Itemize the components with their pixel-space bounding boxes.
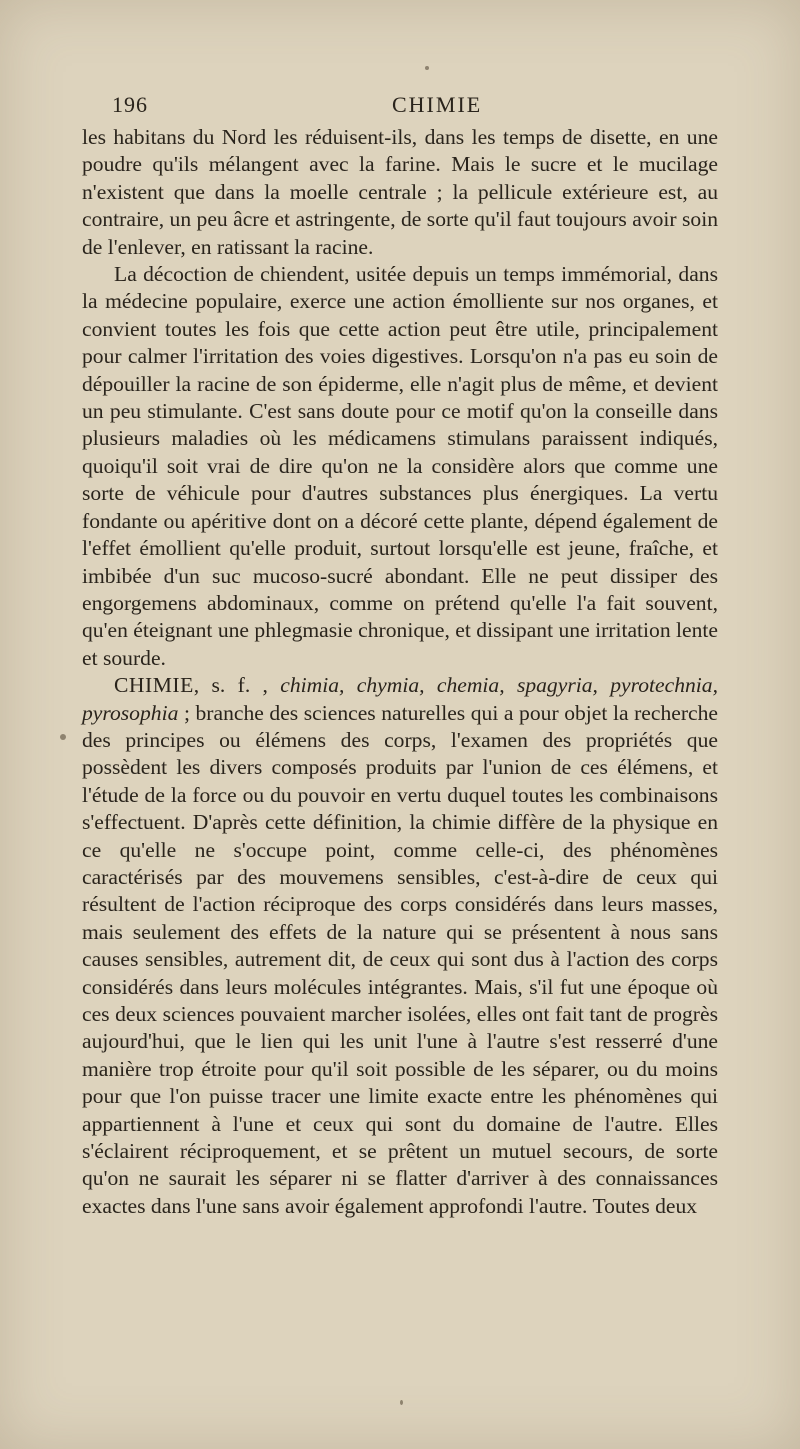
- paper-speck: [400, 1400, 403, 1405]
- entry-grammar: , s. f. ,: [193, 673, 281, 698]
- running-head: CHIMIE: [392, 92, 483, 117]
- page-number: 196: [112, 92, 148, 117]
- paper-speck: [60, 734, 66, 740]
- paragraph-continuation: les habitans du Nord les réduisent-ils, dans les temps de disette, en une poudre qu'ils mélangent avec la farine. Mais le sucre et le mucilage n'existent que dans la moelle centrale ; la pellicule extérieure est, au contraire, un peu âcre et astringente, de sorte qu'il faut toujours avoir soin de l'enlever, en ratissant la racine.: [82, 125, 718, 259]
- entry-headword: CHIMIE: [114, 673, 194, 698]
- entry-variants: chimia, chymia, chemia, spagyria, pyrotechnia, pyrosophia: [82, 673, 718, 725]
- paper-speck: [425, 66, 429, 70]
- body-text: [82, 124, 718, 1220]
- entry-definition: ; branche des sciences naturelles qui a pour objet la recherche des principes ou élémens des corps, l'examen des propriétés que possèdent les divers composés produits par l'union de ces élémens, et l'étude de la force ou du pouvoir en vertu duquel toutes les combinaisons s'effectuent. D'après cette définition, la chimie diffère de la physique en ce qu'elle ne s'occupe point, comme celle-ci, des phénomènes caractérisés par des mouvemens sensibles, c'est-à-dire de ceux qui résultent de l'action réciproque des corps considérés dans leurs masses, mais seulement des effets de la nature qui se présentent à nous sans causes sensibles, autrement dit, de ceux qui sont dus à l'action des corps considérés dans leurs molécules intégrantes. Mais, s'il fut une époque où ces deux sciences pouvaient marcher isolées, elles ont fait tant de progrès aujourd'hui, que le lien qui les unit l'une à l'autre s'est resserré d'une manière trop étroite pour qu'il soit possible de les séparer, ou du moins pour que l'on puisse tracer une limite exacte entre les phénomènes qui appartiennent à l'une et ceux qui sont du domaine de l'autre. Elles s'éclairent réciproquement, et se prêtent un mutuel secours, de sorte qu'on ne saurait les séparer ni se flatter d'arriver à des connaissances exactes dans l'une sans avoir également approfondi l'autre. Toutes deux: [82, 700, 718, 1218]
- page-header: [112, 92, 732, 126]
- paragraph-chiendent: La décoction de chiendent, usitée depuis un temps immémorial, dans la médecine populaire, exerce une action émolliente sur nos organes, et convient toutes les fois que cette action peut être utile, principalement pour calmer l'irritation des voies digestives. Lorsqu'on n'a pas eu soin de dépouiller la racine de son épiderme, elle n'agit plus de même, et devient un peu stimulante. C'est sans doute pour ce motif qu'on la conseille dans plusieurs maladies où les médicamens stimulans paraissent indiqués, quoiqu'il soit vrai de dire qu'on ne la considère alors que comme une sorte de véhicule pour d'autres substances plus énergiques. La vertu fondante ou apéritive dont on a décoré cette plante, dépend également de l'effet émollient qu'elle produit, surtout lorsqu'elle est jeune, fraîche, et imbibée d'un suc mucoso-sucré abondant. Elle ne peut dissiper des engorgemens abdominaux, comme on prétend qu'elle l'a fait souvent, qu'en éteignant une phlegmasie chronique, et dissipant une irritation lente et sourde.: [82, 262, 718, 670]
- dictionary-entry: [82, 672, 718, 1220]
